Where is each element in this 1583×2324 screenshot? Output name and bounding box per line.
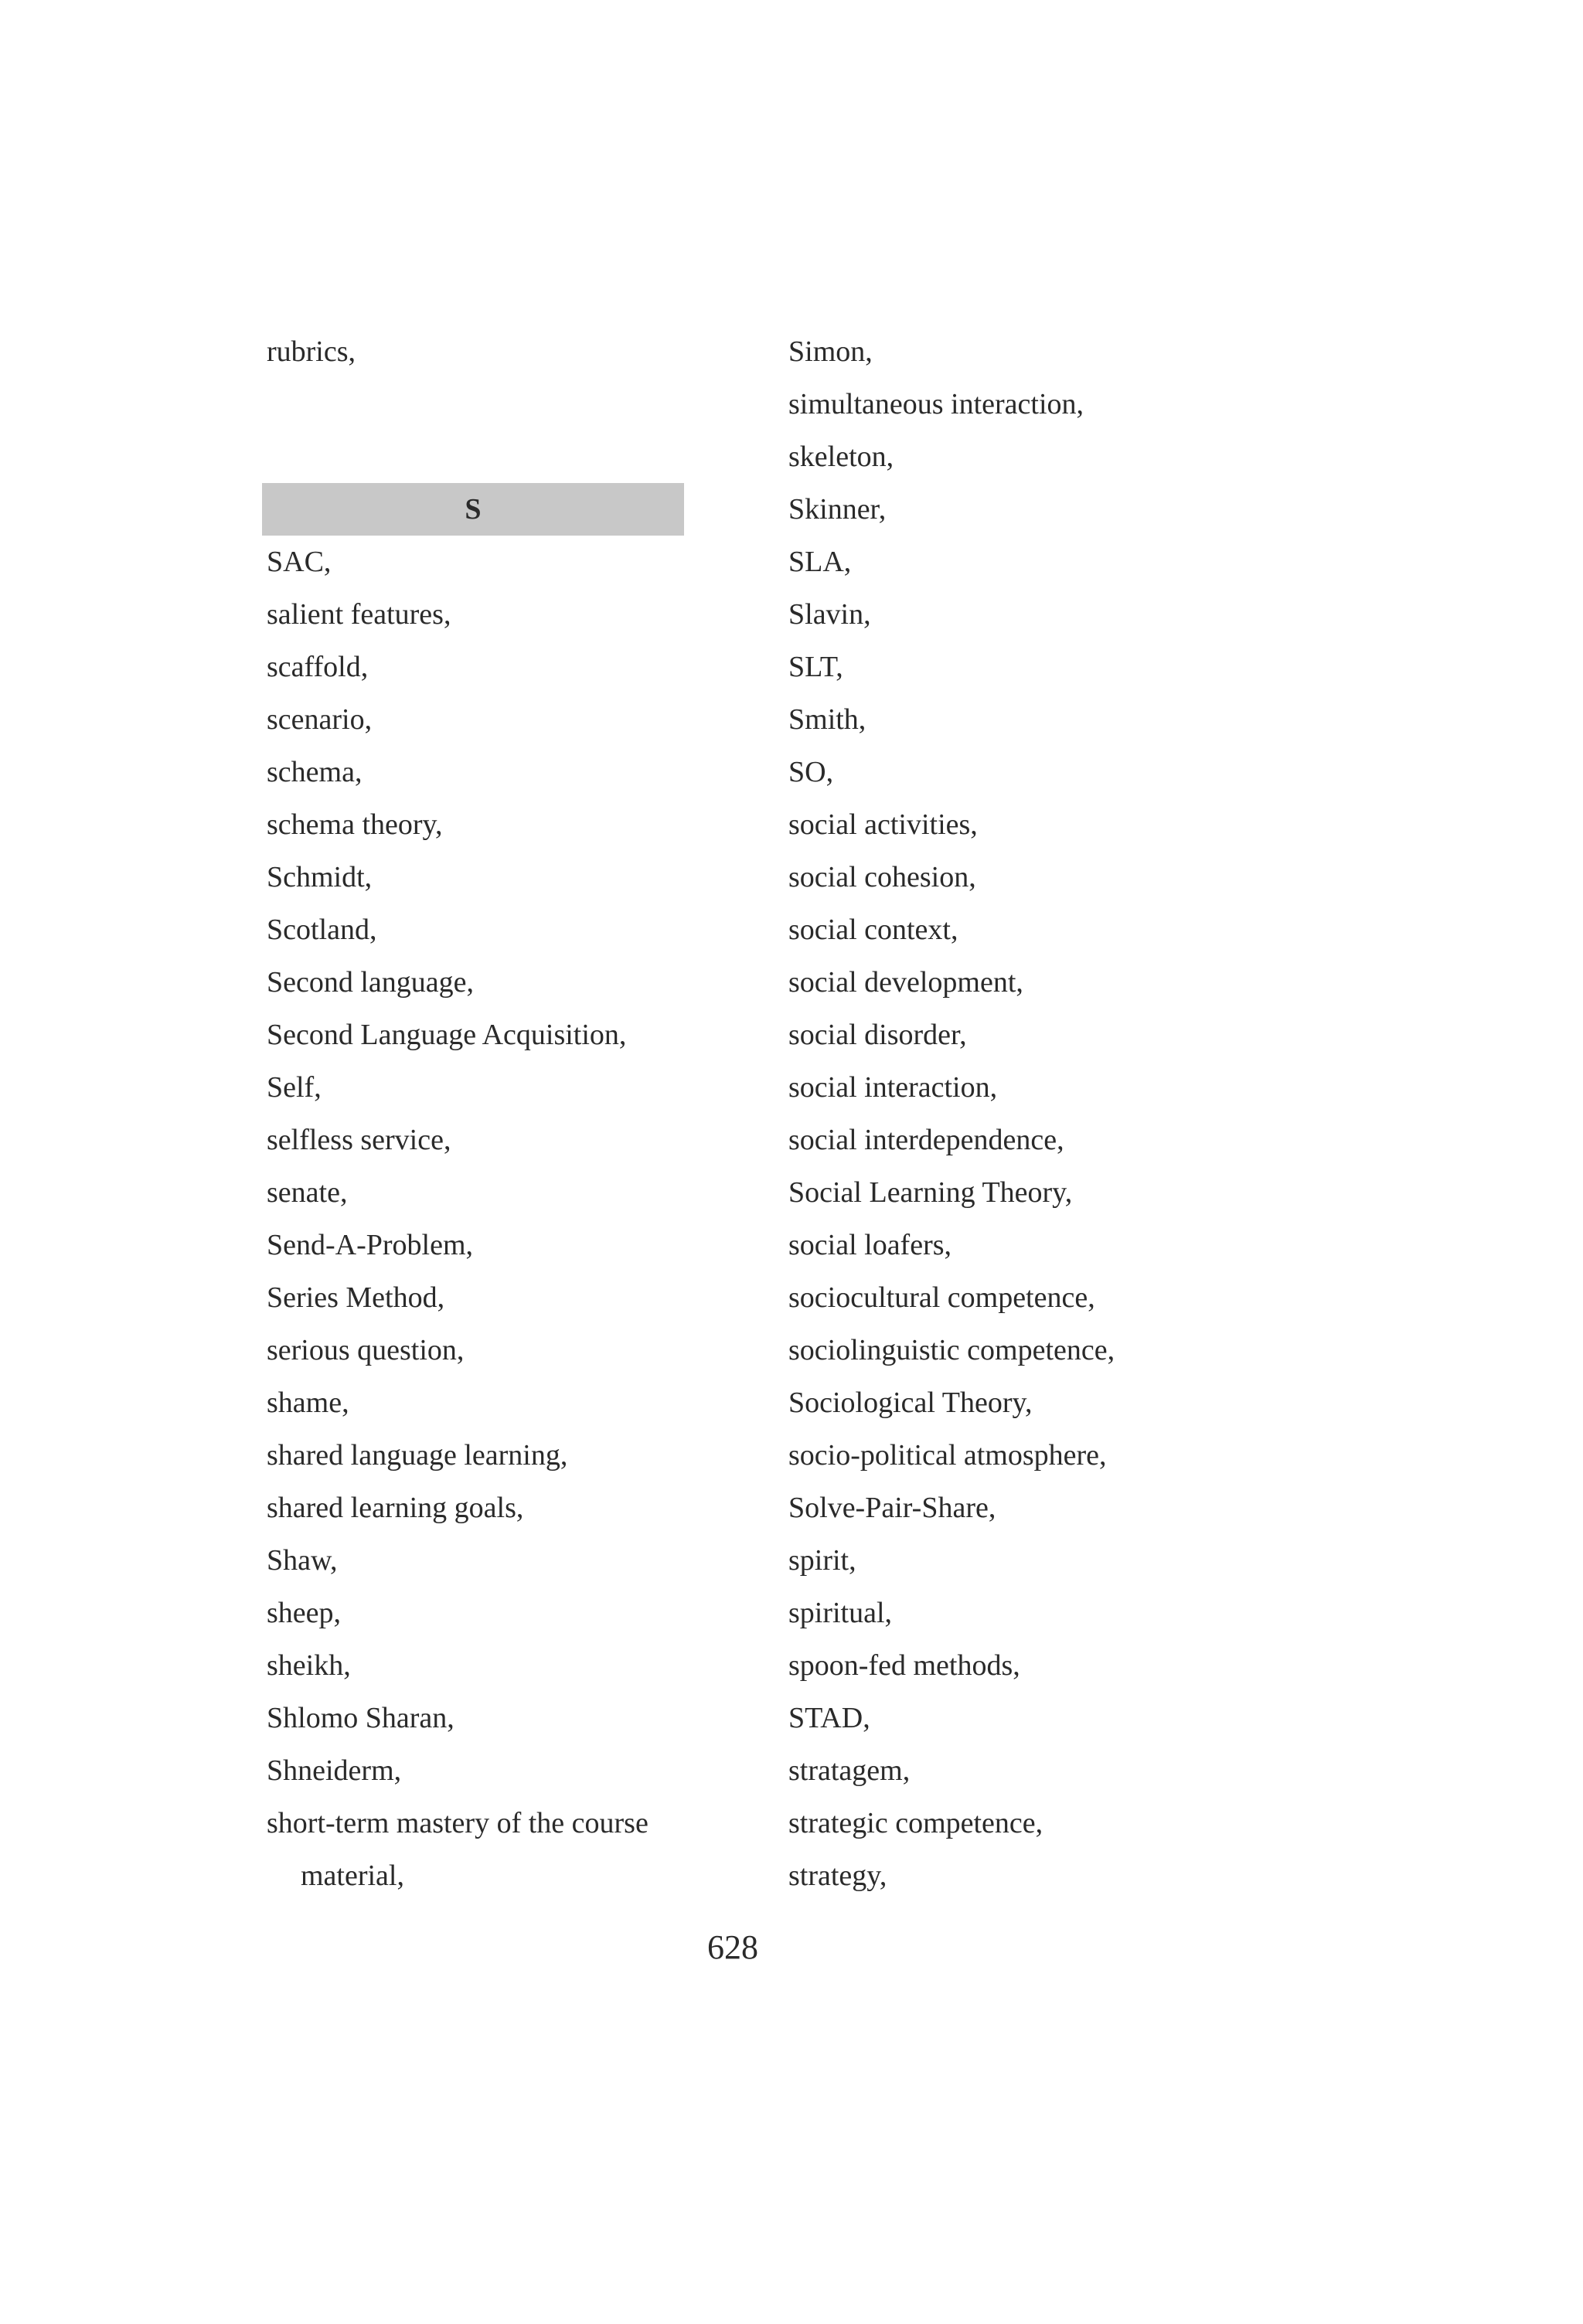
index-entry: social context, <box>788 914 958 946</box>
index-entry: Social Learning Theory, <box>788 1176 1073 1209</box>
index-entry: Scotland, <box>267 914 377 946</box>
index-entry: sheep, <box>267 1597 342 1629</box>
index-entry: spiritual, <box>788 1597 893 1629</box>
index-entry: Skinner, <box>788 493 887 526</box>
index-entry: social interdependence, <box>788 1124 1064 1156</box>
index-entry: stratagem, <box>788 1754 911 1787</box>
index-entry: Second Language Acquisition, <box>267 1019 627 1051</box>
index-entry: SAC, <box>267 546 332 578</box>
index-entry: skeleton, <box>788 441 894 473</box>
index-entry: social activities, <box>788 808 978 841</box>
index-entry: spoon-fed methods, <box>788 1649 1020 1682</box>
index-entry: Self, <box>267 1071 322 1104</box>
index-entry: social development, <box>788 966 1023 999</box>
section-spacer <box>267 378 684 483</box>
index-entry: SO, <box>788 756 834 788</box>
index-entry: serious question, <box>267 1334 465 1366</box>
index-entry: simultaneous interaction, <box>788 388 1084 420</box>
index-entry: strategic competence, <box>788 1807 1043 1839</box>
index-entry: Second language, <box>267 966 475 999</box>
index-entry: schema theory, <box>267 808 443 841</box>
index-entry: sociolinguistic competence, <box>788 1334 1115 1366</box>
index-entry: social loafers, <box>788 1229 952 1261</box>
index-entry-continuation: material, <box>301 1860 404 1892</box>
index-entry: Simon, <box>788 335 873 368</box>
index-entry: socio-political atmosphere, <box>788 1439 1107 1472</box>
index-column-right <box>788 325 1329 1902</box>
index-column-left <box>267 325 684 1902</box>
index-entry: Shneiderm, <box>267 1754 402 1787</box>
index-entry: shared learning goals, <box>267 1492 524 1524</box>
section-header-letter: S <box>262 483 684 536</box>
index-entry: shame, <box>267 1387 349 1419</box>
index-entry: sociocultural competence, <box>788 1281 1095 1314</box>
index-entry: Sociological Theory, <box>788 1387 1033 1419</box>
index-entry: strategy, <box>788 1860 887 1892</box>
index-entry: sheikh, <box>267 1649 351 1682</box>
index-entry: schema, <box>267 756 363 788</box>
index-entry: salient features, <box>267 598 451 631</box>
index-entry: Send-A-Problem, <box>267 1229 474 1261</box>
index-entry: spirit, <box>788 1544 856 1577</box>
index-entry: social disorder, <box>788 1019 967 1051</box>
index-entry: shared language learning, <box>267 1439 568 1472</box>
index-entry: senate, <box>267 1176 348 1209</box>
index-entry: Slavin, <box>788 598 871 631</box>
index-entry: social interaction, <box>788 1071 998 1104</box>
index-entry-line: short-term mastery of the course <box>267 1807 649 1839</box>
index-entry: Shaw, <box>267 1544 338 1577</box>
index-entry: Schmidt, <box>267 861 373 893</box>
index-entry-multiline <box>267 1797 684 1902</box>
index-entry: scaffold, <box>267 651 369 683</box>
index-entry: selfless service, <box>267 1124 451 1156</box>
index-entry: social cohesion, <box>788 861 976 893</box>
index-entry: Solve-Pair-Share, <box>788 1492 996 1524</box>
index-entry: Shlomo Sharan, <box>267 1702 454 1734</box>
index-entry: SLA, <box>788 546 852 578</box>
index-entry: rubrics, <box>267 335 356 368</box>
index-entry: STAD, <box>788 1702 870 1734</box>
index-entry: scenario, <box>267 703 373 736</box>
index-entry: Series Method, <box>267 1281 445 1314</box>
index-entry: Smith, <box>788 703 866 736</box>
index-entry: SLT, <box>788 651 843 683</box>
page-number: 628 <box>707 1928 758 1966</box>
